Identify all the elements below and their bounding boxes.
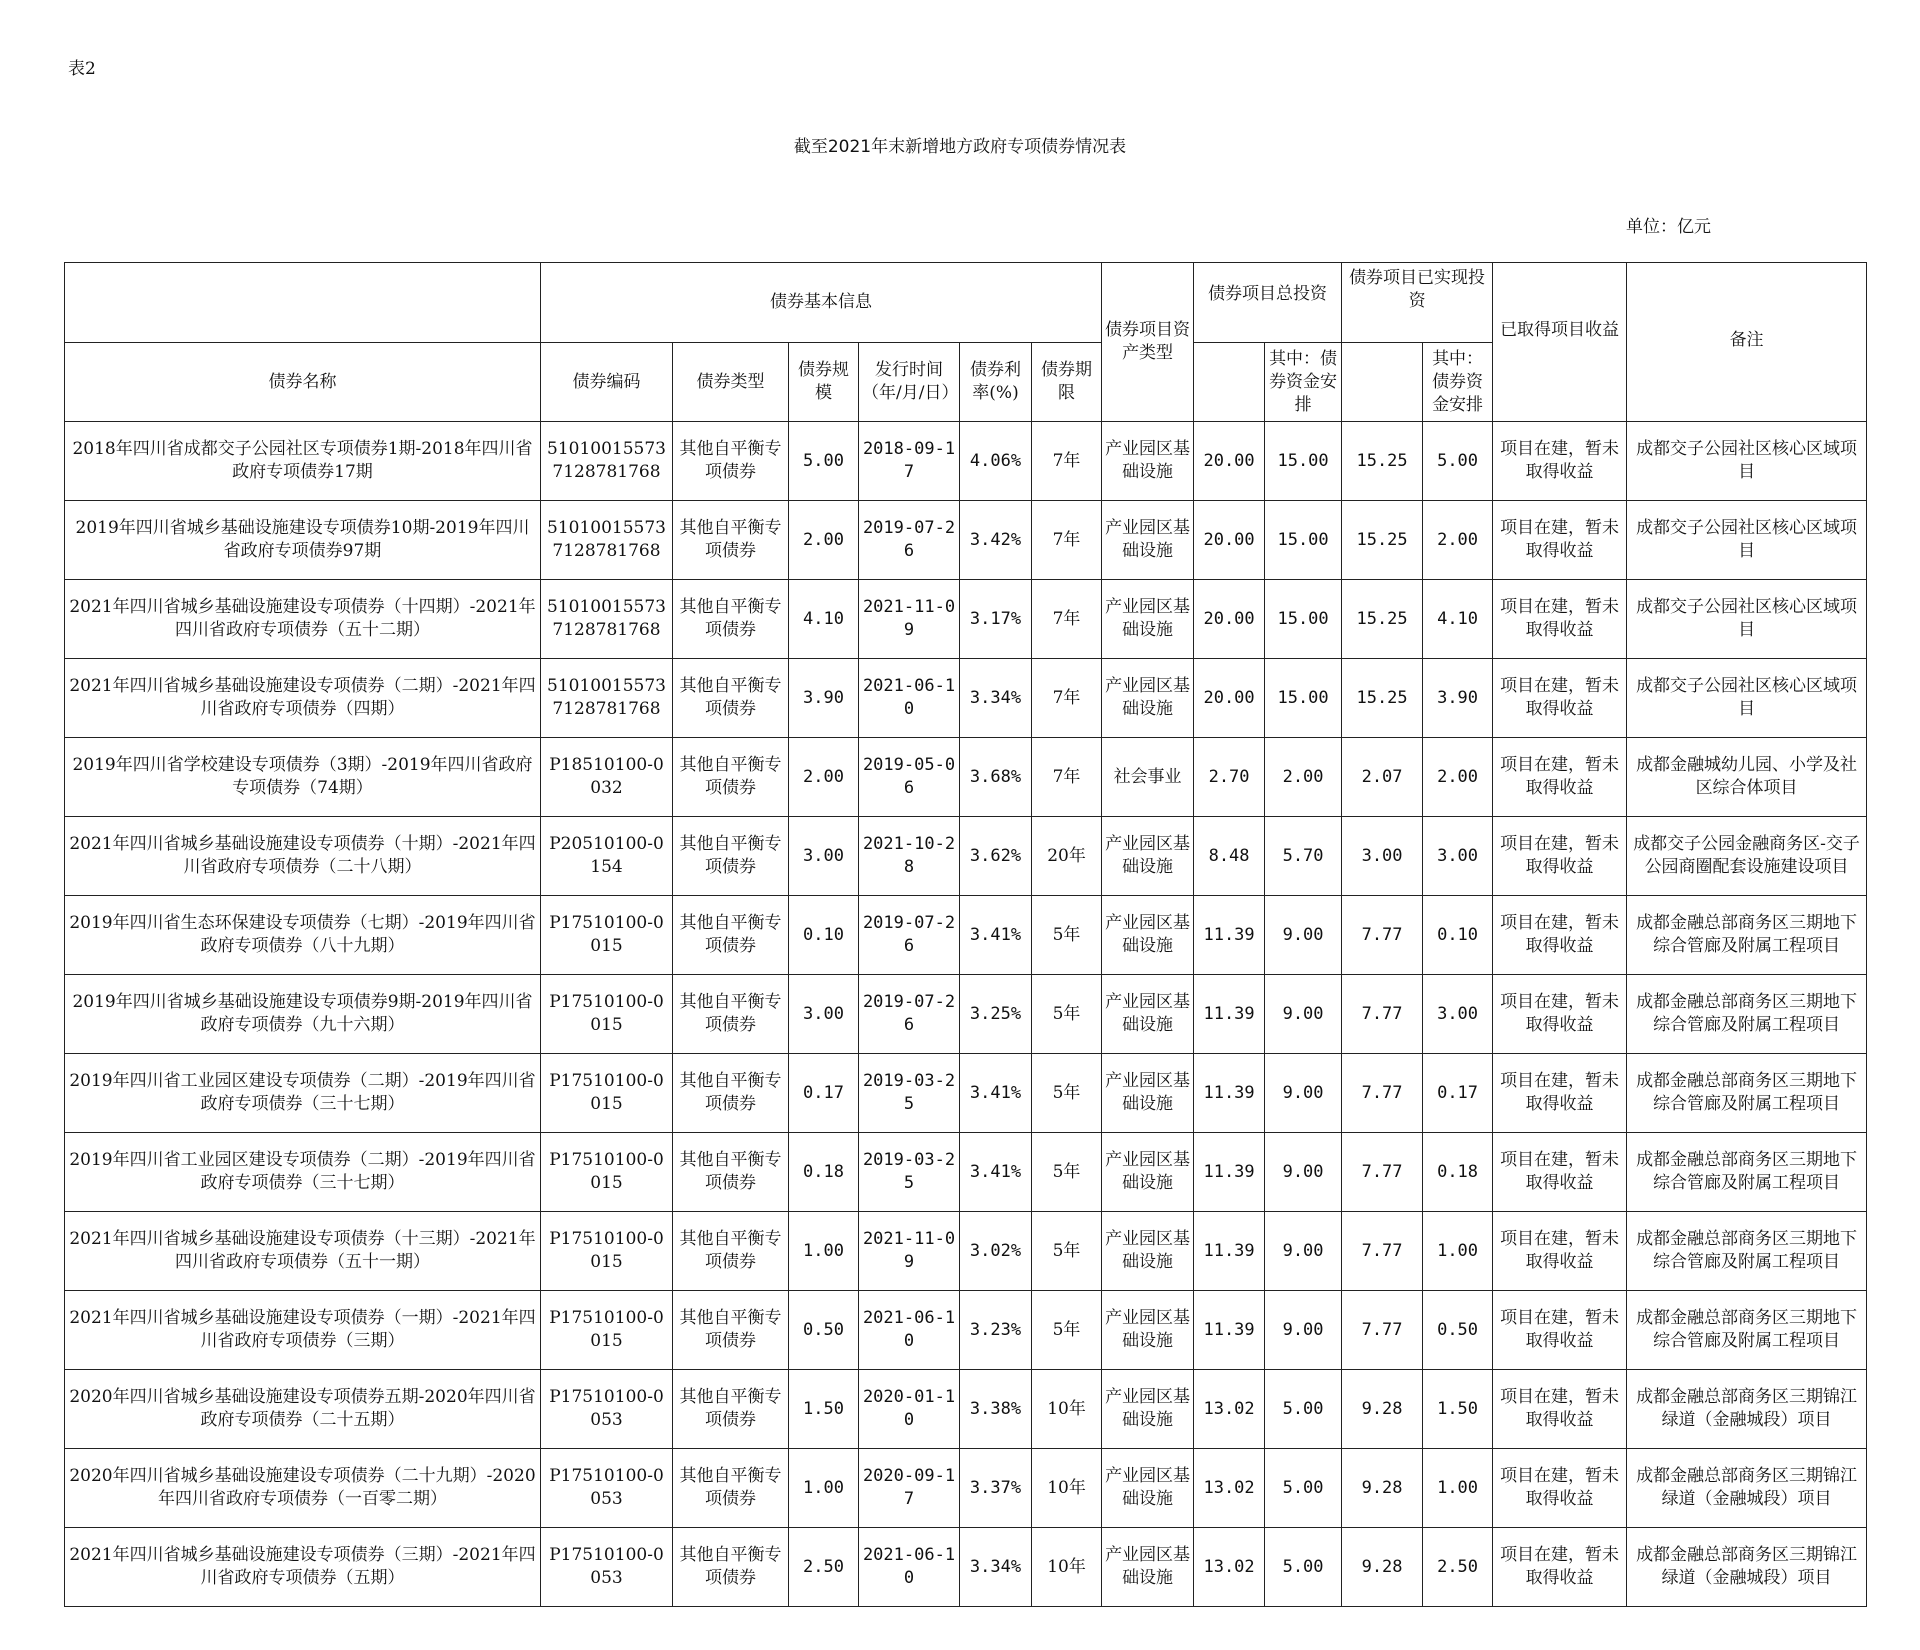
header-issue-date: 发行时间（年/月/日）	[859, 343, 960, 422]
total-invest-cell: 8.48	[1194, 817, 1265, 896]
realized-invest-cell: 7.77	[1342, 1133, 1423, 1212]
total-invest-cell: 11.39	[1194, 975, 1265, 1054]
income-cell: 项目在建，暂未取得收益	[1493, 1449, 1627, 1528]
bond-code-cell: P20510100-0154	[541, 817, 673, 896]
table-row	[65, 975, 1867, 1054]
total-invest-cell: 20.00	[1194, 580, 1265, 659]
total-invest-cell: 11.39	[1194, 1212, 1265, 1291]
bond-type-cell: 其他自平衡专项债券	[673, 738, 789, 817]
table-row	[65, 738, 1867, 817]
income-cell: 项目在建，暂未取得收益	[1493, 975, 1627, 1054]
income-cell: 项目在建，暂未取得收益	[1493, 817, 1627, 896]
bond-type-cell: 其他自平衡专项债券	[673, 580, 789, 659]
remark-cell: 成都金融总部商务区三期地下综合管廊及附属工程项目	[1627, 896, 1867, 975]
remark-cell: 成都交子公园社区核心区域项目	[1627, 422, 1867, 501]
scale-cell: 0.18	[789, 1133, 859, 1212]
scale-cell: 5.00	[789, 422, 859, 501]
scale-cell: 3.00	[789, 975, 859, 1054]
asset-type-cell: 产业园区基础设施	[1102, 975, 1194, 1054]
realized-invest-cell: 15.25	[1342, 422, 1423, 501]
rate-cell: 3.34%	[960, 659, 1032, 738]
header-basic-info: 债券基本信息	[541, 263, 1102, 343]
bond-name-cell: 2021年四川省城乡基础设施建设专项债券（一期）-2021年四川省政府专项债券（三期）	[65, 1291, 541, 1370]
remark-cell: 成都金融总部商务区三期锦江绿道（金融城段）项目	[1627, 1528, 1867, 1607]
header-bond-code: 债券编码	[541, 343, 673, 422]
header-bond-type: 债券类型	[673, 343, 789, 422]
realized-invest-cell: 9.28	[1342, 1370, 1423, 1449]
total-invest-cell: 13.02	[1194, 1528, 1265, 1607]
table-row	[65, 1291, 1867, 1370]
total-bond-cell: 5.70	[1265, 817, 1342, 896]
rate-cell: 3.41%	[960, 1054, 1032, 1133]
issue-date-cell: 2021-11-09	[859, 1212, 960, 1291]
bond-code-cell: P17510100-0053	[541, 1370, 673, 1449]
realized-bond-cell: 1.50	[1423, 1370, 1493, 1449]
bond-name-cell: 2019年四川省城乡基础设施建设专项债券9期-2019年四川省政府专项债券（九十六期）	[65, 975, 541, 1054]
bond-code-cell: P17510100-0015	[541, 896, 673, 975]
rate-cell: 3.41%	[960, 1133, 1032, 1212]
bond-name-cell: 2021年四川省城乡基础设施建设专项债券（三期）-2021年四川省政府专项债券（五期）	[65, 1528, 541, 1607]
header-total-invest: 债券项目总投资	[1194, 263, 1342, 343]
rate-cell: 3.34%	[960, 1528, 1032, 1607]
total-bond-cell: 5.00	[1265, 1528, 1342, 1607]
income-cell: 项目在建，暂未取得收益	[1493, 1212, 1627, 1291]
remark-cell: 成都金融总部商务区三期地下综合管廊及附属工程项目	[1627, 1133, 1867, 1212]
table-row	[65, 501, 1867, 580]
issue-date-cell: 2018-09-17	[859, 422, 960, 501]
issue-date-cell: 2021-06-10	[859, 659, 960, 738]
realized-bond-cell: 5.00	[1423, 422, 1493, 501]
bond-type-cell: 其他自平衡专项债券	[673, 1449, 789, 1528]
realized-invest-cell: 2.07	[1342, 738, 1423, 817]
asset-type-cell: 产业园区基础设施	[1102, 422, 1194, 501]
term-cell: 5年	[1032, 1212, 1102, 1291]
bond-code-cell: P17510100-0015	[541, 1212, 673, 1291]
rate-cell: 3.25%	[960, 975, 1032, 1054]
bond-name-cell: 2021年四川省城乡基础设施建设专项债券（十期）-2021年四川省政府专项债券（二十八期）	[65, 817, 541, 896]
table-row	[65, 1449, 1867, 1528]
issue-date-cell: 2021-06-10	[859, 1291, 960, 1370]
rate-cell: 3.37%	[960, 1449, 1032, 1528]
realized-invest-cell: 7.77	[1342, 1212, 1423, 1291]
table-row	[65, 1054, 1867, 1133]
asset-type-cell: 产业园区基础设施	[1102, 1054, 1194, 1133]
scale-cell: 2.00	[789, 501, 859, 580]
header-scale: 债券规模	[789, 343, 859, 422]
scale-cell: 2.00	[789, 738, 859, 817]
issue-date-cell: 2021-11-09	[859, 580, 960, 659]
asset-type-cell: 产业园区基础设施	[1102, 1528, 1194, 1607]
bond-type-cell: 其他自平衡专项债券	[673, 1370, 789, 1449]
asset-type-cell: 产业园区基础设施	[1102, 1370, 1194, 1449]
total-invest-cell: 13.02	[1194, 1370, 1265, 1449]
scale-cell: 1.00	[789, 1212, 859, 1291]
total-invest-cell: 11.39	[1194, 1133, 1265, 1212]
bond-type-cell: 其他自平衡专项债券	[673, 975, 789, 1054]
issue-date-cell: 2019-07-26	[859, 975, 960, 1054]
bond-name-cell: 2021年四川省城乡基础设施建设专项债券（二期）-2021年四川省政府专项债券（四期）	[65, 659, 541, 738]
term-cell: 10年	[1032, 1370, 1102, 1449]
remark-cell: 成都交子公园社区核心区域项目	[1627, 580, 1867, 659]
bond-code-cell: 510100155737128781768	[541, 422, 673, 501]
rate-cell: 3.38%	[960, 1370, 1032, 1449]
bond-code-cell: P18510100-0032	[541, 738, 673, 817]
total-invest-cell: 2.70	[1194, 738, 1265, 817]
asset-type-cell: 产业园区基础设施	[1102, 1212, 1194, 1291]
realized-invest-cell: 7.77	[1342, 896, 1423, 975]
realized-bond-cell: 0.50	[1423, 1291, 1493, 1370]
term-cell: 10年	[1032, 1528, 1102, 1607]
realized-bond-cell: 0.18	[1423, 1133, 1493, 1212]
asset-type-cell: 产业园区基础设施	[1102, 1449, 1194, 1528]
bond-code-cell: P17510100-0015	[541, 1133, 673, 1212]
unit-label: 单位：亿元	[1626, 217, 1711, 237]
header-realized-invest: 债券项目已实现投资	[1342, 263, 1493, 343]
term-cell: 7年	[1032, 659, 1102, 738]
header-total-of-which: 其中：债券资金安排	[1265, 343, 1342, 422]
bond-name-cell: 2019年四川省工业园区建设专项债券（二期）-2019年四川省政府专项债券（三十七期）	[65, 1054, 541, 1133]
rate-cell: 3.23%	[960, 1291, 1032, 1370]
realized-invest-cell: 15.25	[1342, 659, 1423, 738]
bond-name-cell: 2021年四川省城乡基础设施建设专项债券（十四期）-2021年四川省政府专项债券（五十二期）	[65, 580, 541, 659]
page-title: 截至2021年末新增地方政府专项债券情况表	[793, 137, 1127, 157]
issue-date-cell: 2021-10-28	[859, 817, 960, 896]
income-cell: 项目在建，暂未取得收益	[1493, 1291, 1627, 1370]
total-bond-cell: 15.00	[1265, 580, 1342, 659]
term-cell: 5年	[1032, 1291, 1102, 1370]
scale-cell: 1.50	[789, 1370, 859, 1449]
bond-table	[64, 262, 1867, 1607]
issue-date-cell: 2019-03-25	[859, 1054, 960, 1133]
realized-bond-cell: 3.90	[1423, 659, 1493, 738]
realized-invest-cell: 9.28	[1342, 1449, 1423, 1528]
table-row	[65, 1528, 1867, 1607]
total-invest-cell: 20.00	[1194, 422, 1265, 501]
realized-bond-cell: 2.50	[1423, 1528, 1493, 1607]
income-cell: 项目在建，暂未取得收益	[1493, 659, 1627, 738]
issue-date-cell: 2019-07-26	[859, 896, 960, 975]
bond-type-cell: 其他自平衡专项债券	[673, 659, 789, 738]
remark-cell: 成都金融总部商务区三期地下综合管廊及附属工程项目	[1627, 1212, 1867, 1291]
bond-type-cell: 其他自平衡专项债券	[673, 1291, 789, 1370]
table-row	[65, 1133, 1867, 1212]
realized-bond-cell: 0.10	[1423, 896, 1493, 975]
bond-code-cell: 510100155737128781768	[541, 659, 673, 738]
table-row	[65, 1370, 1867, 1449]
income-cell: 项目在建，暂未取得收益	[1493, 1133, 1627, 1212]
bond-type-cell: 其他自平衡专项债券	[673, 422, 789, 501]
asset-type-cell: 社会事业	[1102, 738, 1194, 817]
total-bond-cell: 9.00	[1265, 1291, 1342, 1370]
issue-date-cell: 2020-01-10	[859, 1370, 960, 1449]
total-bond-cell: 9.00	[1265, 896, 1342, 975]
header-realized-blank	[1342, 343, 1423, 422]
term-cell: 5年	[1032, 975, 1102, 1054]
total-bond-cell: 5.00	[1265, 1449, 1342, 1528]
bond-type-cell: 其他自平衡专项债券	[673, 1528, 789, 1607]
table-label: 表2	[68, 59, 96, 79]
total-bond-cell: 5.00	[1265, 1370, 1342, 1449]
rate-cell: 3.68%	[960, 738, 1032, 817]
issue-date-cell: 2020-09-17	[859, 1449, 960, 1528]
asset-type-cell: 产业园区基础设施	[1102, 817, 1194, 896]
bond-name-cell: 2020年四川省城乡基础设施建设专项债券五期-2020年四川省政府专项债券（二十五期）	[65, 1370, 541, 1449]
bond-code-cell: P17510100-0015	[541, 975, 673, 1054]
income-cell: 项目在建，暂未取得收益	[1493, 1370, 1627, 1449]
scale-cell: 3.00	[789, 817, 859, 896]
total-invest-cell: 11.39	[1194, 1291, 1265, 1370]
total-invest-cell: 11.39	[1194, 1054, 1265, 1133]
income-cell: 项目在建，暂未取得收益	[1493, 1054, 1627, 1133]
asset-type-cell: 产业园区基础设施	[1102, 1291, 1194, 1370]
scale-cell: 3.90	[789, 659, 859, 738]
income-cell: 项目在建，暂未取得收益	[1493, 580, 1627, 659]
bond-name-cell: 2019年四川省城乡基础设施建设专项债券10期-2019年四川省政府专项债券97期	[65, 501, 541, 580]
rate-cell: 3.02%	[960, 1212, 1032, 1291]
remark-cell: 成都交子公园社区核心区域项目	[1627, 501, 1867, 580]
bond-name-cell: 2020年四川省城乡基础设施建设专项债券（二十九期）-2020年四川省政府专项债券（一百零二期）	[65, 1449, 541, 1528]
rate-cell: 3.41%	[960, 896, 1032, 975]
scale-cell: 0.17	[789, 1054, 859, 1133]
total-bond-cell: 9.00	[1265, 1054, 1342, 1133]
bond-code-cell: P17510100-0053	[541, 1449, 673, 1528]
term-cell: 7年	[1032, 580, 1102, 659]
bond-name-cell: 2019年四川省工业园区建设专项债券（二期）-2019年四川省政府专项债券（三十七期）	[65, 1133, 541, 1212]
bond-type-cell: 其他自平衡专项债券	[673, 1212, 789, 1291]
remark-cell: 成都金融城幼儿园、小学及社区综合体项目	[1627, 738, 1867, 817]
issue-date-cell: 2019-05-06	[859, 738, 960, 817]
total-invest-cell: 20.00	[1194, 659, 1265, 738]
realized-invest-cell: 9.28	[1342, 1528, 1423, 1607]
total-invest-cell: 13.02	[1194, 1449, 1265, 1528]
bond-code-cell: P17510100-0053	[541, 1528, 673, 1607]
realized-bond-cell: 1.00	[1423, 1449, 1493, 1528]
scale-cell: 0.50	[789, 1291, 859, 1370]
table-row	[65, 896, 1867, 975]
realized-bond-cell: 2.00	[1423, 501, 1493, 580]
scale-cell: 2.50	[789, 1528, 859, 1607]
remark-cell: 成都金融总部商务区三期地下综合管廊及附属工程项目	[1627, 975, 1867, 1054]
table-row	[65, 422, 1867, 501]
scale-cell: 1.00	[789, 1449, 859, 1528]
remark-cell: 成都交子公园社区核心区域项目	[1627, 659, 1867, 738]
realized-bond-cell: 3.00	[1423, 817, 1493, 896]
remark-cell: 成都金融总部商务区三期地下综合管廊及附属工程项目	[1627, 1291, 1867, 1370]
table-row	[65, 659, 1867, 738]
bond-name-cell: 2018年四川省成都交子公园社区专项债券1期-2018年四川省政府专项债券17期	[65, 422, 541, 501]
remark-cell: 成都金融总部商务区三期锦江绿道（金融城段）项目	[1627, 1370, 1867, 1449]
table-row	[65, 580, 1867, 659]
bond-name-cell: 2019年四川省学校建设专项债券（3期）-2019年四川省政府专项债券（74期）	[65, 738, 541, 817]
term-cell: 5年	[1032, 1133, 1102, 1212]
remark-cell: 成都交子公园金融商务区-交子公园商圈配套设施建设项目	[1627, 817, 1867, 896]
header-total-blank	[1194, 343, 1265, 422]
table-row	[65, 1212, 1867, 1291]
total-bond-cell: 2.00	[1265, 738, 1342, 817]
bond-code-cell: P17510100-0015	[541, 1054, 673, 1133]
realized-bond-cell: 1.00	[1423, 1212, 1493, 1291]
rate-cell: 3.62%	[960, 817, 1032, 896]
total-bond-cell: 9.00	[1265, 975, 1342, 1054]
asset-type-cell: 产业园区基础设施	[1102, 580, 1194, 659]
bond-name-cell: 2021年四川省城乡基础设施建设专项债券（十三期）-2021年四川省政府专项债券（五十一期）	[65, 1212, 541, 1291]
header-blank	[65, 263, 541, 343]
header-asset-type: 债券项目资产类型	[1102, 263, 1194, 422]
asset-type-cell: 产业园区基础设施	[1102, 1133, 1194, 1212]
realized-bond-cell: 4.10	[1423, 580, 1493, 659]
realized-invest-cell: 7.77	[1342, 975, 1423, 1054]
realized-invest-cell: 15.25	[1342, 580, 1423, 659]
bond-code-cell: 510100155737128781768	[541, 501, 673, 580]
realized-invest-cell: 7.77	[1342, 1291, 1423, 1370]
header-term: 债券期限	[1032, 343, 1102, 422]
income-cell: 项目在建，暂未取得收益	[1493, 896, 1627, 975]
total-bond-cell: 15.00	[1265, 422, 1342, 501]
term-cell: 7年	[1032, 738, 1102, 817]
issue-date-cell: 2021-06-10	[859, 1528, 960, 1607]
bond-type-cell: 其他自平衡专项债券	[673, 896, 789, 975]
realized-bond-cell: 3.00	[1423, 975, 1493, 1054]
rate-cell: 3.17%	[960, 580, 1032, 659]
realized-invest-cell: 15.25	[1342, 501, 1423, 580]
header-remark: 备注	[1627, 263, 1867, 422]
realized-invest-cell: 3.00	[1342, 817, 1423, 896]
income-cell: 项目在建，暂未取得收益	[1493, 501, 1627, 580]
term-cell: 10年	[1032, 1449, 1102, 1528]
issue-date-cell: 2019-07-26	[859, 501, 960, 580]
asset-type-cell: 产业园区基础设施	[1102, 501, 1194, 580]
bond-name-cell: 2019年四川省生态环保建设专项债券（七期）-2019年四川省政府专项债券（八十九期）	[65, 896, 541, 975]
rate-cell: 4.06%	[960, 422, 1032, 501]
total-bond-cell: 9.00	[1265, 1212, 1342, 1291]
rate-cell: 3.42%	[960, 501, 1032, 580]
term-cell: 7年	[1032, 501, 1102, 580]
term-cell: 7年	[1032, 422, 1102, 501]
header-income: 已取得项目收益	[1493, 263, 1627, 422]
header-bond-name: 债券名称	[65, 343, 541, 422]
header-rate: 债券利率(%)	[960, 343, 1032, 422]
scale-cell: 4.10	[789, 580, 859, 659]
total-invest-cell: 11.39	[1194, 896, 1265, 975]
header-realized-of-which: 其中：债券资金安排	[1423, 343, 1493, 422]
realized-bond-cell: 2.00	[1423, 738, 1493, 817]
term-cell: 5年	[1032, 1054, 1102, 1133]
term-cell: 5年	[1032, 896, 1102, 975]
asset-type-cell: 产业园区基础设施	[1102, 896, 1194, 975]
remark-cell: 成都金融总部商务区三期锦江绿道（金融城段）项目	[1627, 1449, 1867, 1528]
income-cell: 项目在建，暂未取得收益	[1493, 738, 1627, 817]
issue-date-cell: 2019-03-25	[859, 1133, 960, 1212]
total-bond-cell: 15.00	[1265, 659, 1342, 738]
remark-cell: 成都金融总部商务区三期地下综合管廊及附属工程项目	[1627, 1054, 1867, 1133]
income-cell: 项目在建，暂未取得收益	[1493, 422, 1627, 501]
realized-bond-cell: 0.17	[1423, 1054, 1493, 1133]
realized-invest-cell: 7.77	[1342, 1054, 1423, 1133]
asset-type-cell: 产业园区基础设施	[1102, 659, 1194, 738]
bond-type-cell: 其他自平衡专项债券	[673, 501, 789, 580]
bond-type-cell: 其他自平衡专项债券	[673, 1133, 789, 1212]
bond-type-cell: 其他自平衡专项债券	[673, 1054, 789, 1133]
scale-cell: 0.10	[789, 896, 859, 975]
bond-code-cell: P17510100-0015	[541, 1291, 673, 1370]
bond-type-cell: 其他自平衡专项债券	[673, 817, 789, 896]
total-bond-cell: 15.00	[1265, 501, 1342, 580]
income-cell: 项目在建，暂未取得收益	[1493, 1528, 1627, 1607]
bond-code-cell: 510100155737128781768	[541, 580, 673, 659]
table-row	[65, 817, 1867, 896]
total-bond-cell: 9.00	[1265, 1133, 1342, 1212]
total-invest-cell: 20.00	[1194, 501, 1265, 580]
term-cell: 20年	[1032, 817, 1102, 896]
